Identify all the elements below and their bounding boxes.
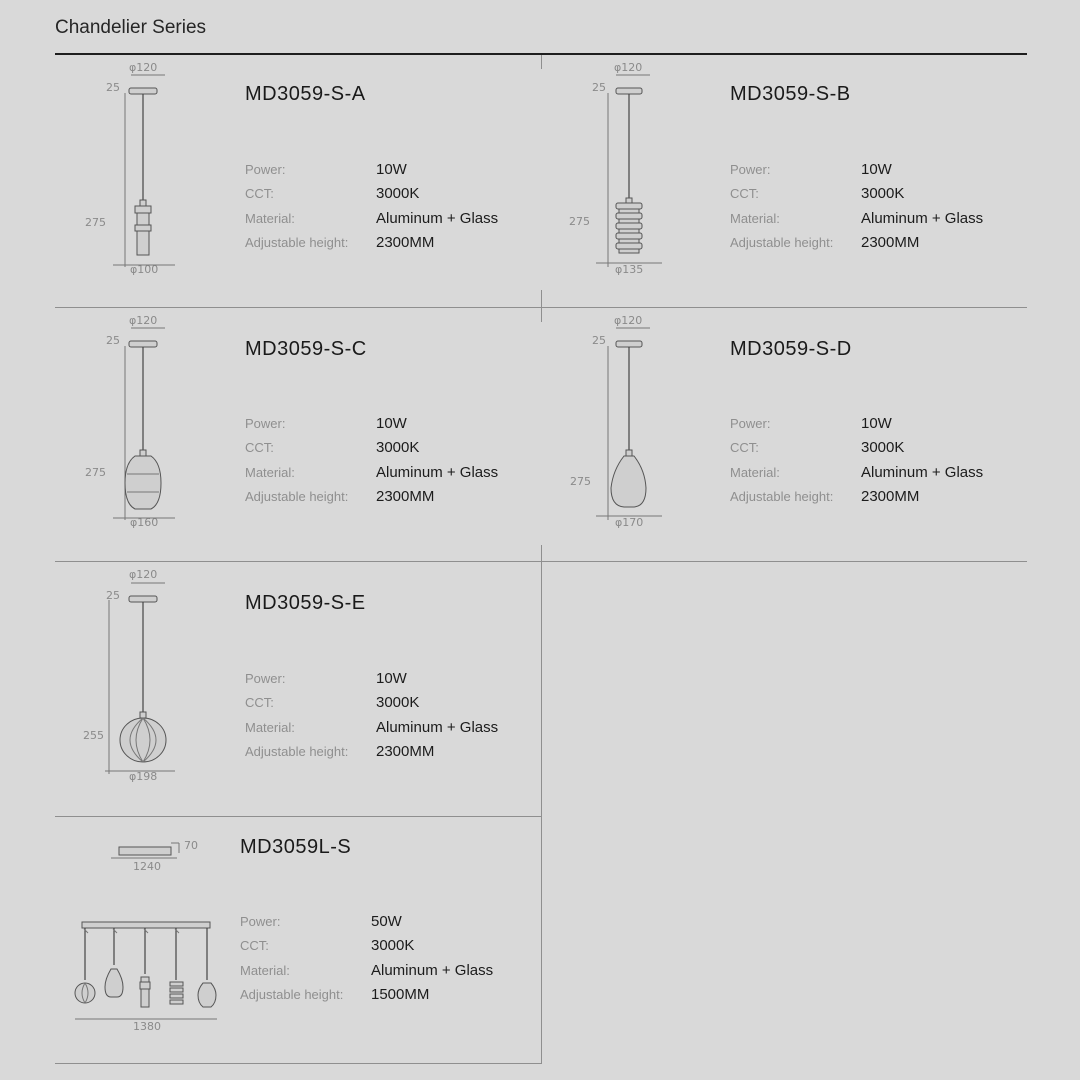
grid-divider <box>541 816 542 1064</box>
spec-label: Power: <box>730 415 771 431</box>
spec-label: Material: <box>730 464 780 480</box>
dimension-label: φ160 <box>130 516 159 529</box>
spec-label: Material: <box>730 210 780 226</box>
product-card-b <box>542 55 1027 309</box>
spec-value: 3000K <box>376 439 420 457</box>
spec-label: Adjustable height: <box>245 235 349 251</box>
spec-value: 3000K <box>861 439 905 457</box>
dimension-label: 25 <box>106 334 120 347</box>
spec-value: 10W <box>376 414 407 432</box>
dimension-label: 275 <box>85 466 106 479</box>
dimension-label: φ120 <box>614 314 643 327</box>
spec-list <box>730 157 1010 255</box>
spec-label: Material: <box>245 210 295 226</box>
spec-label: Adjustable height: <box>730 489 834 505</box>
pendant-a-drawing <box>55 55 255 295</box>
spec-label: Adjustable height: <box>245 489 349 505</box>
spec-value: Aluminum + Glass <box>861 463 984 481</box>
spec-label: Power: <box>730 161 771 177</box>
pendant-b-drawing <box>542 55 742 295</box>
dimension-label: φ135 <box>615 263 644 276</box>
dimension-label: 1240 <box>133 860 161 873</box>
dimension-label: 275 <box>569 215 590 228</box>
spec-value: 10W <box>376 160 407 178</box>
model-name: MD3059L-S <box>240 836 352 858</box>
linear-chandelier-drawing <box>55 817 255 1057</box>
dimension-label: φ120 <box>129 314 158 327</box>
dimension-label: 275 <box>85 216 106 229</box>
product-card-c <box>55 308 540 562</box>
product-card-d <box>542 308 1027 562</box>
spec-label: CCT: <box>730 440 759 456</box>
product-card-e <box>55 562 540 816</box>
pendant-c-drawing <box>55 308 255 548</box>
pendant-d-drawing <box>542 308 742 548</box>
spec-label: Power: <box>240 913 281 929</box>
product-card-linear <box>55 817 540 1063</box>
spec-label: Material: <box>245 464 295 480</box>
dimension-label: 25 <box>106 589 120 602</box>
spec-list <box>730 411 1010 509</box>
spec-value: Aluminum + Glass <box>371 961 494 979</box>
model-name: MD3059-S-B <box>730 83 851 105</box>
dimension-label: φ120 <box>614 61 643 74</box>
dimension-label: 25 <box>106 81 120 94</box>
dimension-label: 255 <box>83 729 104 742</box>
spec-list <box>245 666 525 764</box>
spec-label: CCT: <box>245 440 274 456</box>
model-name: MD3059-S-C <box>245 338 367 360</box>
spec-value: 10W <box>861 160 892 178</box>
spec-value: 3000K <box>371 937 415 955</box>
spec-value: Aluminum + Glass <box>376 718 499 736</box>
spec-label: Adjustable height: <box>730 235 834 251</box>
dimension-label: 25 <box>592 81 606 94</box>
spec-label: CCT: <box>240 938 269 954</box>
spec-value: Aluminum + Glass <box>376 463 499 481</box>
spec-label: Adjustable height: <box>245 744 349 760</box>
dimension-label: φ170 <box>615 516 644 529</box>
dimension-label: 1380 <box>133 1020 161 1033</box>
spec-value: 2300MM <box>376 743 435 761</box>
spec-list <box>240 909 520 1007</box>
page-title: Chandelier Series <box>55 17 207 38</box>
spec-label: CCT: <box>730 186 759 202</box>
spec-list <box>245 157 525 255</box>
spec-value: 3000K <box>376 694 420 712</box>
dimension-label: φ100 <box>130 263 159 276</box>
spec-value: 2300MM <box>376 234 435 252</box>
spec-value: 10W <box>861 414 892 432</box>
spec-label: Material: <box>245 719 295 735</box>
model-name: MD3059-S-E <box>245 592 366 614</box>
spec-value: 2300MM <box>861 234 920 252</box>
spec-value: 2300MM <box>861 488 920 506</box>
spec-label: Power: <box>245 161 286 177</box>
spec-label: Power: <box>245 415 286 431</box>
spec-label: Power: <box>245 670 286 686</box>
spec-value: 2300MM <box>376 488 435 506</box>
spec-list <box>245 411 525 509</box>
spec-label: Adjustable height: <box>240 987 344 1003</box>
spec-label: CCT: <box>245 186 274 202</box>
dimension-label: 25 <box>592 334 606 347</box>
spec-value: Aluminum + Glass <box>376 209 499 227</box>
grid-divider <box>55 1063 542 1064</box>
dimension-label: 70 <box>184 839 198 852</box>
spec-value: 50W <box>371 912 402 930</box>
spec-label: CCT: <box>245 695 274 711</box>
product-card-a <box>55 55 540 309</box>
spec-value: Aluminum + Glass <box>861 209 984 227</box>
dimension-label: φ120 <box>129 568 158 581</box>
spec-value: 3000K <box>376 185 420 203</box>
grid-divider <box>541 545 542 817</box>
dimension-label: φ198 <box>129 770 158 783</box>
dimension-label: φ120 <box>129 61 158 74</box>
spec-label: Material: <box>240 962 290 978</box>
spec-value: 1500MM <box>371 986 430 1004</box>
pendant-e-drawing <box>55 562 255 802</box>
model-name: MD3059-S-A <box>245 83 366 105</box>
spec-value: 10W <box>376 669 407 687</box>
model-name: MD3059-S-D <box>730 338 852 360</box>
spec-value: 3000K <box>861 185 905 203</box>
dimension-label: 275 <box>570 475 591 488</box>
